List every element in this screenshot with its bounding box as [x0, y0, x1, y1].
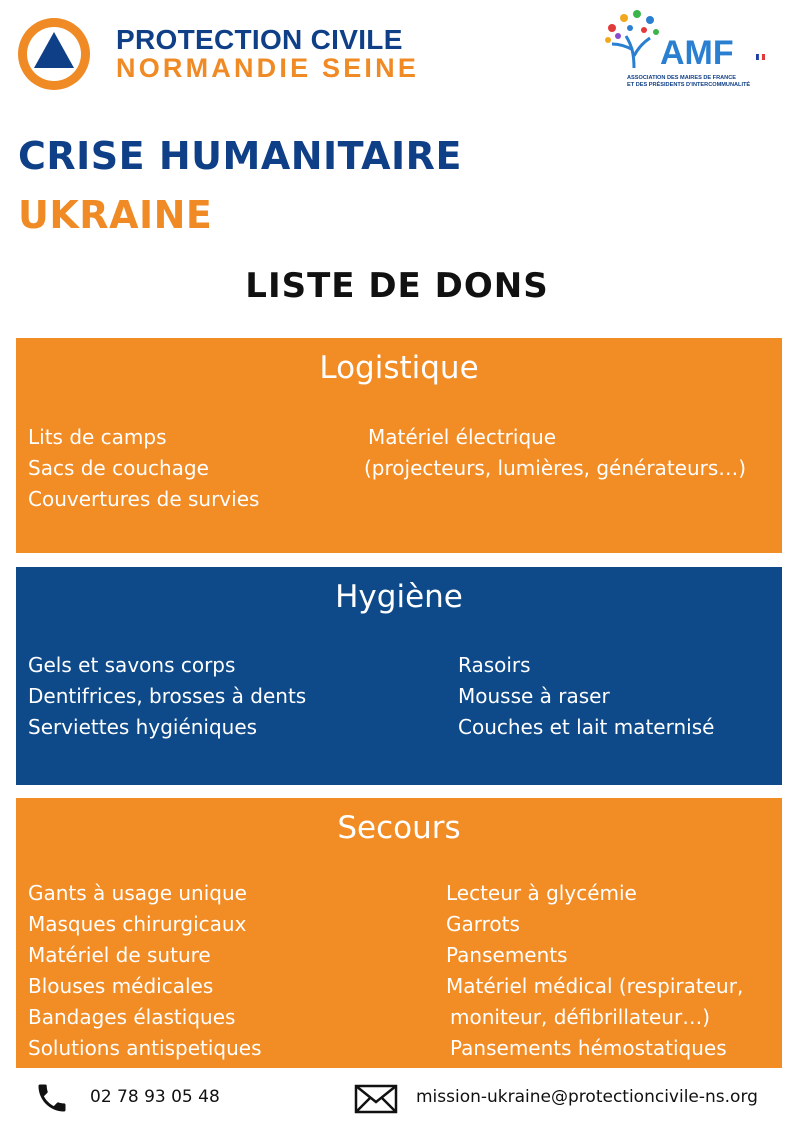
list-item: Serviettes hygiéniques [28, 715, 258, 739]
contact-phone[interactable]: 02 78 93 05 48 [90, 1087, 220, 1107]
list-item: Gels et savons corps [28, 653, 236, 677]
list-item: Pansements hémostatiques [450, 1036, 727, 1060]
organization-name [116, 26, 419, 82]
amf-logo-text: AMF [660, 34, 734, 72]
secours-right-list [446, 878, 743, 1064]
amf-subtitle-line1: ASSOCIATION DES MAIRES DE FRANCE [627, 75, 736, 81]
contact-email[interactable]: mission-ukraine@protectioncivile-ns.org [416, 1087, 758, 1107]
list-item: Bandages élastiques [28, 1005, 236, 1029]
list-item: Matériel électrique [368, 425, 557, 449]
list-item: Mousse à raser [458, 684, 610, 708]
list-item: Blouses médicales [28, 974, 214, 998]
list-item: Couches et lait maternisé [458, 715, 715, 739]
list-item: Dentifrices, brosses à dents [28, 684, 307, 708]
section-title-logistique: Logistique [319, 350, 479, 386]
hygiene-left-list [28, 650, 306, 743]
donation-list-heading: LISTE DE DONS [245, 266, 549, 306]
list-item: Sacs de couchage [28, 456, 209, 480]
list-item: Lecteur à glycémie [446, 881, 637, 905]
secours-left-list [28, 878, 262, 1064]
section-title-secours: Secours [337, 810, 461, 846]
tree-icon [605, 10, 659, 68]
org-name-line2: NORMANDIE SEINE [116, 53, 420, 83]
protection-civile-logo [16, 16, 92, 92]
list-item: Rasoirs [458, 653, 531, 677]
list-item: Masques chirurgicaux [28, 912, 247, 936]
hygiene-right-list [458, 650, 714, 743]
org-name-line1: PROTECTION CIVILE [116, 24, 403, 55]
phone-icon [34, 1080, 70, 1116]
logistique-right-list [364, 422, 746, 484]
list-item: Pansements [446, 943, 568, 967]
list-item: Lits de camps [28, 425, 167, 449]
list-item: Couvertures de survies [28, 487, 260, 511]
list-item: moniteur, défibrillateur…) [450, 1005, 710, 1029]
list-item: Matériel de suture [28, 943, 211, 967]
section-hygiene [16, 567, 782, 785]
envelope-icon [354, 1084, 398, 1114]
logistique-left-list [28, 422, 259, 515]
list-item: Gants à usage unique [28, 881, 247, 905]
amf-subtitle-line2: ET DES PRÉSIDENTS D'INTERCOMMUNALITÉ [627, 81, 751, 88]
list-item: Solutions antispetiques [28, 1036, 262, 1060]
list-item: Garrots [446, 912, 520, 936]
section-title-hygiene: Hygiène [335, 579, 463, 615]
section-logistique [16, 338, 782, 553]
page-title-country: UKRAINE [18, 193, 213, 237]
list-item: Matériel médical (respirateur, [446, 974, 744, 998]
list-item: (projecteurs, lumières, générateurs…) [364, 456, 747, 480]
amf-subtitle [627, 75, 750, 89]
page-title: CRISE HUMANITAIRE [18, 134, 462, 178]
section-secours [16, 798, 782, 1068]
